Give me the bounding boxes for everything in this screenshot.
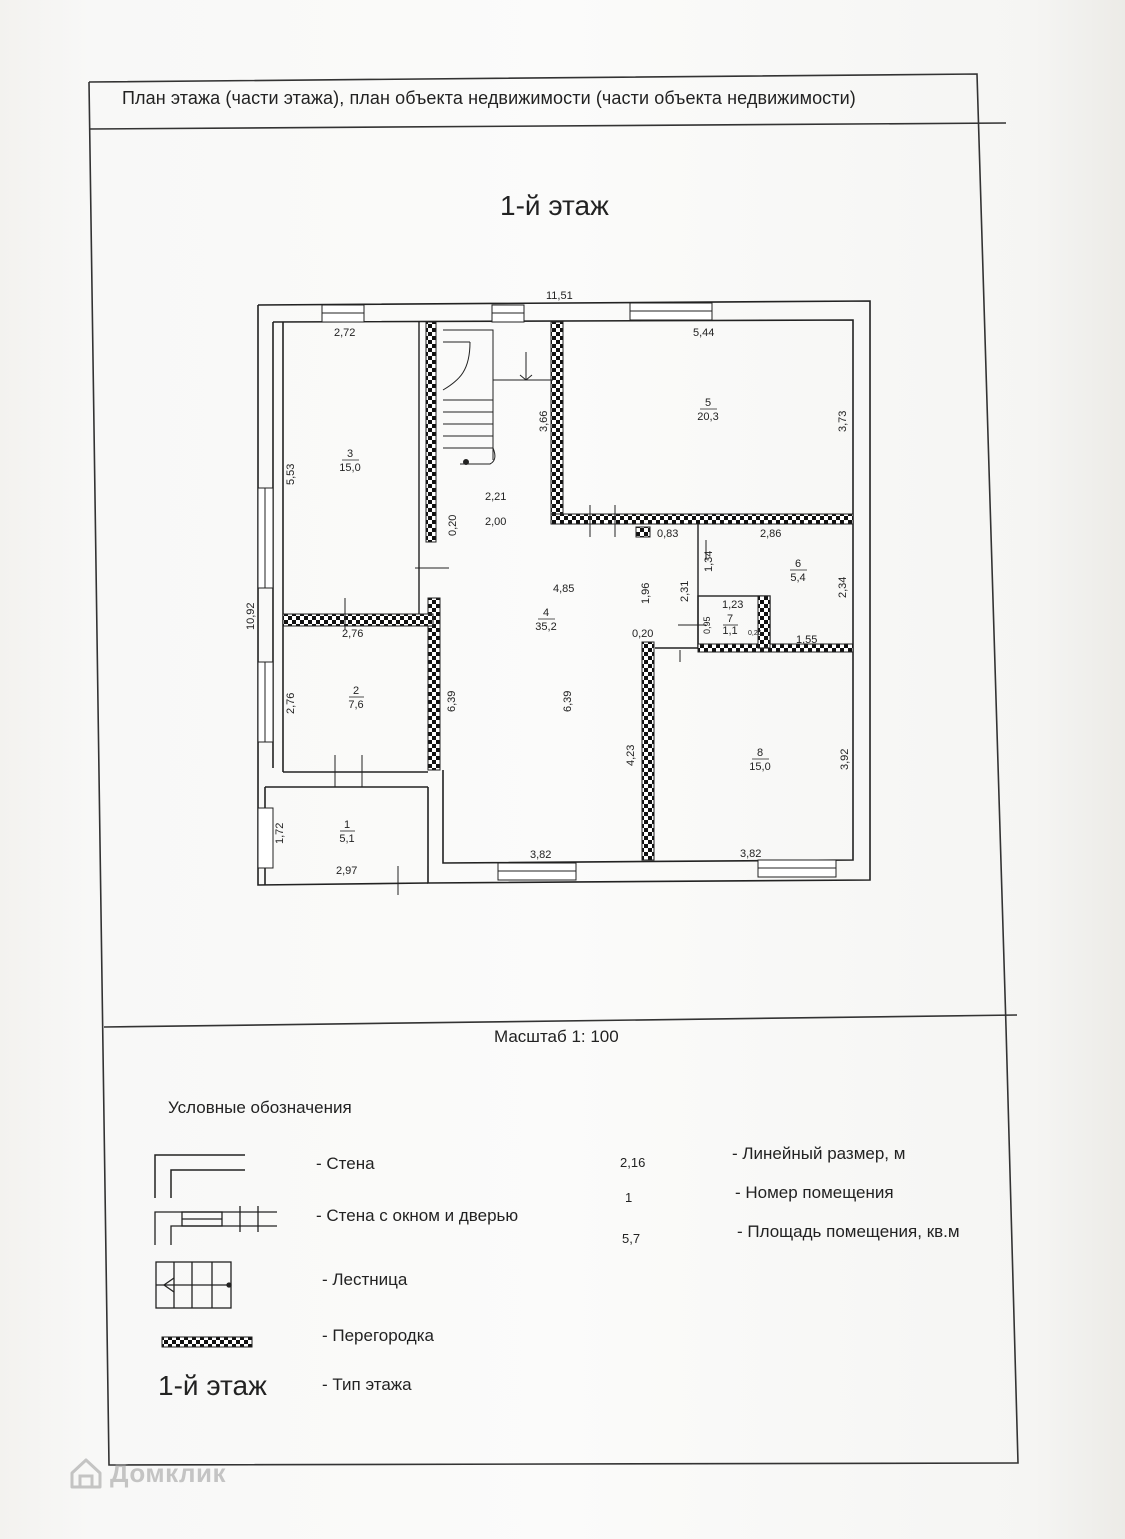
- watermark: [68, 1455, 226, 1491]
- dim-label: 5,53: [285, 463, 297, 485]
- dim-label: 4,85: [553, 583, 575, 595]
- room-area: 15,0: [339, 462, 361, 474]
- dim-label: 3,92: [839, 748, 851, 770]
- dim-label: 3,82: [530, 849, 552, 861]
- legend-partition-label: - Перегородка: [322, 1326, 434, 1345]
- legend-sample-dimension: 2,16: [620, 1155, 646, 1170]
- room-number: 6: [794, 558, 802, 570]
- dim-label: 2,76: [342, 628, 364, 640]
- dim-label: 0,95: [702, 616, 712, 634]
- legend-partition-symbol: [162, 1337, 252, 1347]
- dim-label: 3,66: [538, 410, 550, 432]
- room-area: 5,1: [339, 833, 355, 845]
- room-number: 5: [704, 397, 712, 409]
- legend-sample-room-area: 5,7: [622, 1231, 641, 1246]
- legend-wall-label: - Стена: [316, 1154, 375, 1173]
- dim-label: 1,34: [703, 550, 715, 572]
- room-number: 8: [756, 747, 764, 759]
- room-number: 1: [343, 819, 351, 831]
- legend-room-number-label: - Номер помещения: [735, 1183, 894, 1202]
- dim-label: 3,73: [837, 410, 849, 432]
- dim-label: 2,21: [485, 491, 507, 503]
- legend-sample-room-number: 1: [625, 1190, 633, 1205]
- room-number: 2: [352, 685, 360, 697]
- dim-overall-height: 10,92: [245, 602, 257, 630]
- floor-title: 1-й этаж: [500, 190, 609, 221]
- watermark-text: Домклик: [110, 1457, 226, 1488]
- dim-label: 1,55: [796, 634, 818, 646]
- dim-label: 1,72: [274, 822, 286, 844]
- dim-label: 3,82: [740, 848, 762, 860]
- scale-label: Масштаб 1: 100: [494, 1027, 619, 1046]
- dim-label: 2,00: [485, 516, 507, 528]
- dim-label: 4,23: [625, 744, 637, 766]
- legend-linear-size-label: - Линейный размер, м: [732, 1144, 906, 1163]
- room-area: 15,0: [749, 761, 771, 773]
- legend-heading: Условные обозначения: [168, 1098, 352, 1117]
- sheet-header-title: План этажа (части этажа), план объекта недвижимости (части объекта недвижимости): [122, 88, 856, 108]
- dim-label: 2,97: [336, 865, 358, 877]
- dim-label: 1,96: [640, 582, 652, 604]
- legend-floor-type-label: - Тип этажа: [322, 1375, 412, 1394]
- home-logo-icon: [68, 1455, 104, 1491]
- legend-floor-type-sample: 1-й этаж: [158, 1370, 267, 1401]
- legend-stairs-symbol: [156, 1262, 231, 1308]
- dim-label: 1,23: [722, 599, 744, 611]
- legend-wall-symbol: [155, 1155, 245, 1198]
- room-number: 4: [542, 607, 550, 619]
- room-number: 7: [726, 613, 734, 625]
- dim-label: 0,20: [447, 514, 459, 536]
- dim-label: 2,76: [285, 692, 297, 714]
- dim-label: 2,34: [837, 576, 849, 598]
- legend-stairs-label: - Лестница: [322, 1270, 408, 1289]
- dim-overall-width: 11,51: [546, 290, 573, 302]
- legend-wall-window-door-symbol: [155, 1206, 277, 1245]
- legend-room-area-label: - Площадь помещения, кв.м: [737, 1222, 960, 1241]
- dim-label: 0,26: [748, 630, 762, 637]
- room-area: 7,6: [348, 699, 364, 711]
- dim-label: 0,20: [632, 628, 654, 640]
- room-area: 1,1: [722, 625, 738, 637]
- room-number: 3: [346, 448, 354, 460]
- dim-label: 6,39: [562, 690, 574, 712]
- dim-label: 5,44: [693, 327, 715, 339]
- dim-label: 0,83: [657, 528, 679, 540]
- room-area: 5,4: [790, 572, 806, 584]
- dim-label: 2,72: [334, 327, 356, 339]
- room-area: 35,2: [535, 621, 557, 633]
- dim-label: 6,39: [446, 690, 458, 712]
- dim-label: 2,31: [679, 580, 691, 602]
- dim-label: 2,86: [760, 528, 782, 540]
- legend-wall-window-door-label: - Стена с окном и дверью: [316, 1206, 519, 1225]
- room-area: 20,3: [697, 411, 719, 423]
